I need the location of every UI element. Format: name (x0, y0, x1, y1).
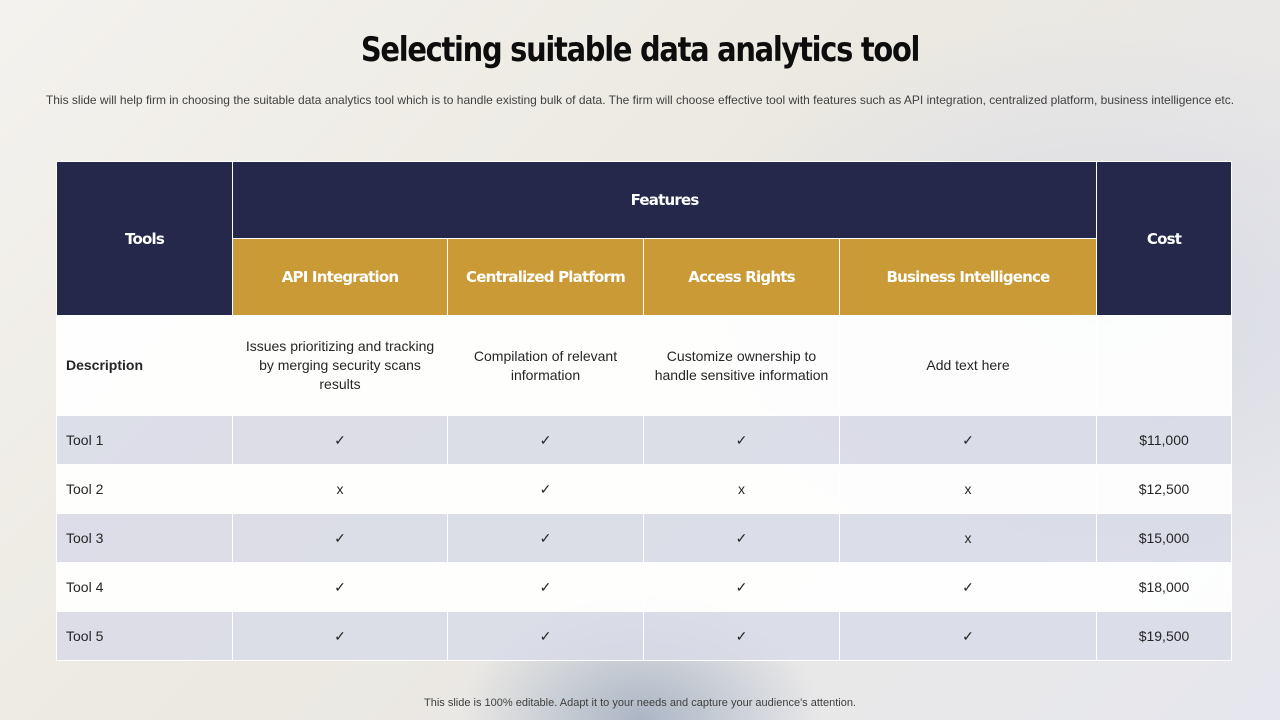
feature-mark: x (840, 465, 1097, 514)
feature-mark: x (644, 465, 840, 514)
feature-header-centralized: Centralized Platform (448, 239, 644, 316)
feature-mark: ✓ (448, 465, 644, 514)
feature-mark: ✓ (448, 612, 644, 661)
description-cost-cell (1097, 316, 1232, 416)
feature-mark: ✓ (233, 514, 448, 563)
feature-header-api: API Integration (233, 239, 448, 316)
page-subtitle: This slide will help firm in choosing the suitable data analytics tool which is to handle existing bulk of data. The firm will choose effective tool with features such as API integration, centralized platform, business intelligence etc. (45, 93, 1235, 107)
tool-name: Tool 1 (57, 416, 233, 465)
feature-mark: ✓ (448, 563, 644, 612)
feature-mark: ✓ (233, 416, 448, 465)
table-row (57, 416, 1232, 465)
feature-mark: ✓ (233, 563, 448, 612)
description-cell: Customize ownership to handle sensitive information (644, 316, 840, 416)
table-row (57, 465, 1232, 514)
feature-header-access: Access Rights (644, 239, 840, 316)
footer-note: This slide is 100% editable. Adapt it to your needs and capture your audience's attention. (424, 697, 856, 709)
feature-mark: ✓ (448, 514, 644, 563)
feature-mark: ✓ (840, 563, 1097, 612)
tool-name: Tool 4 (57, 563, 233, 612)
feature-mark: ✓ (644, 563, 840, 612)
description-cell: Issues prioritizing and tracking by merging security scans results (233, 316, 448, 416)
table-row (57, 563, 1232, 612)
tools-header: Tools (57, 162, 233, 316)
tool-cost: $18,000 (1097, 563, 1232, 612)
tool-cost: $11,000 (1097, 416, 1232, 465)
tool-name: Tool 5 (57, 612, 233, 661)
tool-name: Tool 3 (57, 514, 233, 563)
feature-mark: x (840, 514, 1097, 563)
page-title: Selecting suitable data analytics tool (360, 30, 920, 70)
cost-header: Cost (1097, 162, 1232, 316)
feature-mark: ✓ (233, 612, 448, 661)
feature-mark: ✓ (644, 514, 840, 563)
feature-mark: ✓ (448, 416, 644, 465)
feature-mark: ✓ (644, 416, 840, 465)
tool-name: Tool 2 (57, 465, 233, 514)
description-cell: Compilation of relevant information (448, 316, 644, 416)
description-label: Description (57, 316, 233, 416)
feature-mark: ✓ (840, 612, 1097, 661)
tool-cost: $12,500 (1097, 465, 1232, 514)
feature-mark: ✓ (840, 416, 1097, 465)
description-row (57, 316, 1232, 416)
table-row (57, 514, 1232, 563)
tool-cost: $15,000 (1097, 514, 1232, 563)
feature-header-bi: Business Intelligence (840, 239, 1097, 316)
features-header: Features (233, 162, 1097, 239)
feature-mark: ✓ (644, 612, 840, 661)
feature-mark: x (233, 465, 448, 514)
tool-cost: $19,500 (1097, 612, 1232, 661)
tools-comparison-table (56, 161, 1232, 661)
description-cell: Add text here (840, 316, 1097, 416)
table-row (57, 612, 1232, 661)
